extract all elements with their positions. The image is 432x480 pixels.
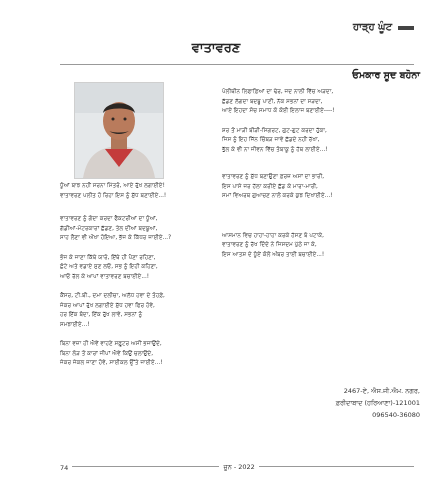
- page-number: 74: [60, 464, 72, 472]
- verse-line: ਵਾਤਾਵਰਣ ਨੂੰ ਗੰਦਾ ਕਰਦਾ ਫੈਕਟਰੀਆਂ ਦਾ ਧੂੰਆਂ,: [60, 216, 158, 222]
- right-column: [222, 88, 422, 270]
- verse-line: ਕੈਂਸਰ, ਟੀ.ਬੀ., ਦਮਾ ਦਲੀਚਾ, ਅਲੱਧ ਹਵਾ ਦੇ ਤੋਹਫ਼ੇ,: [60, 293, 165, 299]
- verse-line: ਸ਼ਰ ਤੋਂ ਮਾੜੀ ਬੀੜੀ-ਸਿਗਰਟ, ਗੁਟ-ਗੁਟ ਕਰਦਾ ਹੁੱਕਾ,: [222, 127, 327, 134]
- verse-line: ਵਾਤਾਵਰਣ ਨੂੰ ਸ਼ੁੱਧ ਬਣਾਉਣਾ ਫ਼ਰਜ਼ ਅਸਾਂ ਦਾ ਭਾਰੀ,: [222, 174, 325, 180]
- stanza: [60, 215, 215, 244]
- issue-date: ਜੂਨ - 2022: [219, 463, 258, 472]
- verse-line: ਆਏ ਇਹਦਾ ਸੋਚ ਸਮਾਧ ਕੋ ਕੋਈ ਇਲਾਜ ਬਣਾਈਏ----!: [222, 108, 335, 114]
- verse-line: ਛੋਟੇ ਅਤੇ ਵਡਾਏ ਸੁਣ ਲਓ, ਸਭ ਨੂੰ ਇਹੀ ਕਹਿਣਾ,: [60, 264, 158, 270]
- stanza: [222, 173, 422, 202]
- verse-line: ਛੱਡਣ ਲੱਗਦਾ ਬਦਬੂ ਪਾਣੀ, ਨੱਕ ਸਭਨਾਂ ਦਾ ਸੜਦਾ,: [222, 98, 323, 105]
- author-photo: [74, 82, 164, 179]
- stanza: [222, 127, 422, 156]
- stanza: [222, 88, 422, 117]
- verse-line: ਜੇਕਰ ਆਪਾਂ ਰੁੱਖ ਲਗਾਈਏ ਸ਼ੁੱਧ ਹਵਾ ਫਿਰ ਹੋਵੇ,: [60, 302, 155, 309]
- verse-line: ਹਰ ਇੱਕ ਬੰਦਾ, ਇੱਕ ਰੁੱਖ ਲਾਵੇ, ਸਭਨਾਂ ਨੂੰ: [60, 312, 143, 318]
- verse-line: ਵਾਤਾਵਰਣ ਪਲੀਤ ਹੋ ਰਿਹਾ ਇਸ ਨੂੰ ਸ਼ੁੱਧ ਬਣਾਈਏ...!: [60, 192, 167, 199]
- verse-line: ਬਿਨਾ ਵਜ਼ਾ ਹੀ ਐਵੇਂ ਵਾਹਣੇ ਸਫ਼ੂਟਰ ਅਸੀਂ ਭਜਾਉਂਦੇ,: [60, 341, 162, 347]
- title-rule: [60, 64, 414, 65]
- author-name: ਓਮਕਾਰ ਸੂਦ ਬਹੋਨਾ: [352, 70, 420, 81]
- phone-number: 096540-36080: [372, 411, 420, 419]
- header: [353, 22, 414, 33]
- header-bar-decoration: [398, 26, 414, 30]
- verse-line: ਆਸਮਾਨ ਵਿਚ ਹਾਹਾ-ਹਾਹਾ ਕਰਕੇ ਹੱਸਣ ਬੋ ਪਟਾਕੇ,: [222, 232, 324, 239]
- stanza: [60, 254, 215, 283]
- verse-line: ਸਮਝਾਈਏ...!: [60, 321, 90, 328]
- author-address: [300, 385, 420, 421]
- verse-line: ਜਿਸ ਨੂੰ ਇਹ ਜਿੱਨ ਚਿੰਬੜ ਜਾਵੇ ਛੱਡਦੇ ਨਹੀਂ ਰੱਖਾ,: [222, 137, 320, 143]
- verse-line: ਭੋਜ ਕੇ ਜਾਣਾ ਕਿੱਥੇ ਯਾਰੋ, ਇੱਥੇ ਹੀ ਪੈਣਾ ਰਹਿਣਾ,: [60, 254, 156, 261]
- page-footer: [60, 463, 414, 472]
- stanza: [60, 182, 215, 201]
- stanza: [60, 340, 215, 369]
- address-line: 2467-ਏ, ਐਸ.ਜੀ.ਐਮ. ਨਗਰ,: [343, 387, 420, 395]
- magazine-name: ਹਾੜ੍ਹ ਘੂੰਟ: [352, 22, 392, 33]
- verse-line: ਧੂੰਆਂ ਬਾਝ ਨਹੀਂ ਸਰਨਾ ਮਿੱਤਰੋ, ਆਏ ਰੁੱਖ ਲਗਾਈਏ!: [60, 183, 165, 189]
- verse-line: ਸਾਹ ਲੈਣਾ ਵੀ ਔਖਾ ਹੋਇਆ, ਭੱਜ ਕੇ ਕਿੱਧਰ ਜਾਈਏ...?: [60, 235, 172, 241]
- verse-line: ਵਾਤਾਵਰਣ ਨੂੰ ਰੱਖ ਦਿੰਦੇ ਨੇ ਜਿਸਦਮ ਪੁੱਠੇ ਜਾ ਕੇ,: [222, 242, 317, 248]
- verse-line: ਗੱਡੀਆਂ-ਮੋਟਰਕਾਰਾਂ ਛੱਡਣ, ਤੇਲ ਦੀਆਂ ਬਦਬੂਆਂ,: [60, 225, 158, 232]
- verse-line: ਪੋਲੀਥੀਨ ਲਿਫਾਫ਼ਿਆਂ ਦਾ ਢੇਰ, ਜਦ ਨਾਲੀ ਵਿੱਚ ਅੜਦਾ,: [222, 89, 334, 95]
- verse-line: ਸਮਾਂ ਵਿਅਰਥ ਗੁਆਚਣ ਨਾਲੋਂ ਕਰਕੇ ਕੁਝ ਦਿਖਾਈਏ...!: [222, 193, 333, 199]
- stanza: [222, 232, 422, 261]
- address-line: ਫ਼ਰੀਦਾਬਾਦ (ਹਰਿਆਣਾ)-121001: [335, 399, 420, 407]
- verse-line: ਆਓ ਰੱਲ ਕੇ ਆਪਾਂ ਵਾਤਾਵਰਣ ਬਚਾਈਏ...!: [60, 273, 150, 280]
- left-column: [60, 182, 215, 379]
- verse-line: ਜੇਕਰ ਜੇਕਲ ਜਾਣਾ ਹੋਵੇ, ਸਾਈਕਲ ਉੱਤੇ ਜਾਈਏ...!: [60, 360, 163, 366]
- author-portrait-icon: [75, 83, 163, 178]
- verse-line: ਇਸ ਪਾਸੇ ਜਰ ਹੱਲਾ ਕਰੀਏ ਛੱਡ ਕੇ ਮਾਰਾ-ਮਾਰੀ,: [222, 183, 318, 190]
- verse-line: ਇਸ ਆਤਸ਼ ਦੇ ਧੂੰਏਂ ਕੋਲੋਂ ਅੰਬਰ ਤਾਈਂ ਬਚਾਈਏ...!: [222, 251, 325, 258]
- stanza: [60, 292, 215, 330]
- verse-line: ਭੁੱਲ ਕੇ ਵੀ ਨਾ ਜੀਵਨ ਵਿੱਚ ਤੰਬਾਕੂ ਨੂੰ ਹੱਥ ਲਾਈਏ...!: [222, 146, 328, 153]
- verse-line: ਬਿਨਾ ਲੋੜ ਤੋਂ ਕਾਰਾਂ ਜੀਪਾਂ ਐਵੇਂ ਕਿਉਂ ਚਲਾਉਂਦੇ,: [60, 350, 154, 357]
- poem-title: ਵਾਤਾਵਰਣ: [191, 41, 241, 56]
